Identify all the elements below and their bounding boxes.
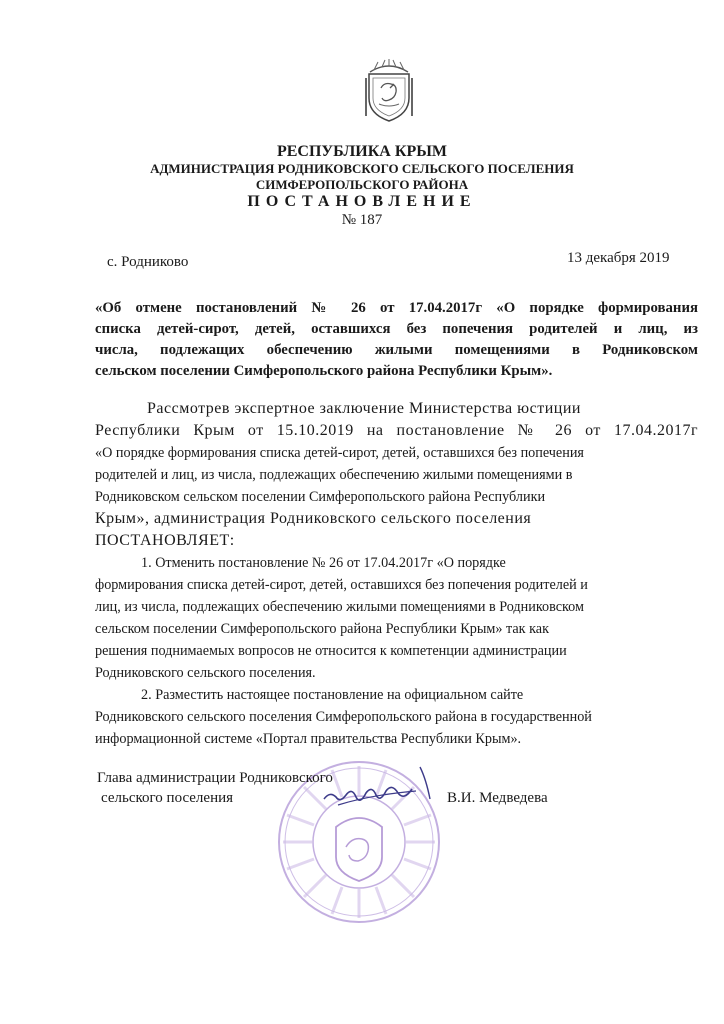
- body-line: сельском поселении Симферопольского района Республики Крым» так как: [95, 621, 549, 637]
- title-line: числа, подлежащих обеспечению жилыми помещениями в Родниковском: [95, 342, 698, 358]
- body-line: решения поднимаемых вопросов не относится к компетенции администрации: [95, 643, 567, 659]
- body-line: формирования списка детей-сирот, детей, оставшихся без попечения родителей и: [95, 577, 588, 593]
- title-line: списка детей-сирот, детей, оставшихся без попечения родителей и лиц, из: [95, 321, 698, 337]
- body-line: Родниковском сельском поселении Симферопольского района Республики: [95, 489, 546, 505]
- body-line-decree: ПОСТАНОВЛЯЕТ:: [95, 532, 235, 549]
- header-district: СИМФЕРОПОЛЬСКОГО РАЙОНА: [255, 177, 469, 192]
- body-line: информационной системе «Портал правительства Республики Крым».: [95, 731, 522, 747]
- body-line: Рассмотрев экспертное заключение Министерства юстиции: [147, 400, 581, 417]
- signatory-position-line-1: Глава администрации Родниковского: [97, 770, 333, 786]
- body-line: Республики Крым от 15.10.2019 на постановление № 26 от 17.04.2017г: [95, 422, 698, 439]
- body-line: «О порядке формирования списка детей-сирот, детей, оставшихся без попечения: [95, 445, 584, 461]
- document-body: [95, 398, 698, 750]
- body-line: Родниковского сельского поселения.: [95, 665, 316, 681]
- title-line: сельском поселении Симферопольского района Республики Крым».: [95, 363, 553, 379]
- body-line: Крым», администрация Родниковского сельского поселения: [95, 510, 532, 527]
- signatory-name: В.И. Медведева: [447, 790, 548, 806]
- body-line-item-2: 2. Разместить настоящее постановление на официальном сайте: [141, 687, 524, 703]
- signatory-position-line-2: сельского поселения: [101, 790, 234, 806]
- crimea-coat-of-arms-icon: [364, 58, 414, 124]
- body-line: родителей и лиц, из числа, подлежащих обеспечению жилыми помещениями в: [95, 467, 573, 483]
- body-line: Родниковского сельского поселения Симферопольского района в государственной: [95, 709, 592, 725]
- document-number: № 187: [341, 212, 383, 228]
- place-of-issue: с. Родниково: [107, 254, 189, 270]
- header-republic: РЕСПУБЛИКА КРЫМ: [276, 143, 448, 160]
- issue-date: 13 декабря 2019: [567, 250, 670, 266]
- body-line: лиц, из числа, подлежащих обеспечению жилыми помещениями в Родниковском: [95, 599, 584, 615]
- document-title: [95, 298, 698, 382]
- document-type: ПОСТАНОВЛЕНИЕ: [247, 193, 477, 210]
- body-line-item-1: 1. Отменить постановление № 26 от 17.04.2017г «О порядке: [141, 555, 506, 571]
- header-administration: АДМИНИСТРАЦИЯ РОДНИКОВСКОГО СЕЛЬСКОГО ПОСЕЛЕНИЯ: [150, 161, 574, 176]
- title-line: «Об отмене постановлений № 26 от 17.04.2017г «О порядке формирования: [95, 300, 698, 316]
- handwritten-signature-icon: [320, 765, 440, 825]
